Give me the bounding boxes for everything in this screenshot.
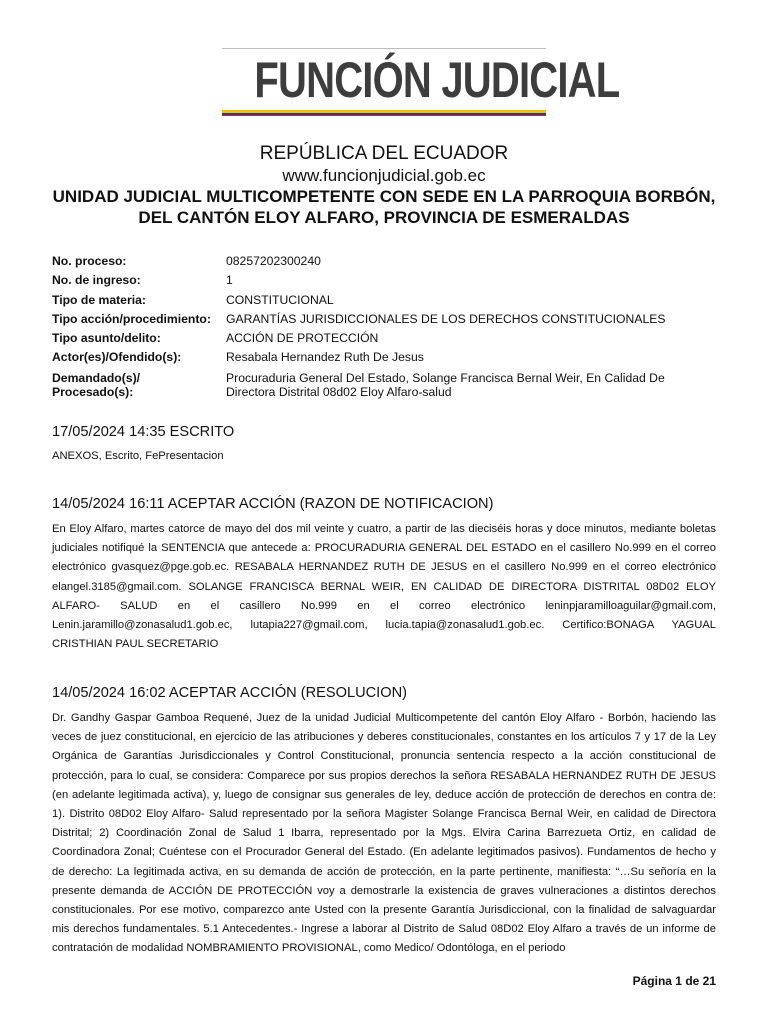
case-label: Tipo de materia: — [52, 292, 146, 307]
entry-body: En Eloy Alfaro, martes catorce de mayo del dos mil veinte y cuatro, a partir de las dieciséis horas y doce minutos, mediante boletas judiciales notifiqué la SENTENCIA que antecede a: PROCURADURIA GENERAL DEL ESTADO en el casillero No.999 en el correo electrónico gvasquez@pge.gob.ec. RESABALA HERNANDEZ RUTH DE JESUS en el casillero No.999 en el correo electrónico elangel.3185@gmail.com. SOLANGE FRANCISCA BERNAL WEIR, EN CALIDAD DE DIRECTORA DISTRITAL 08D02 ELOY ALFARO- SALUD en el casillero No.999 en el correo electrónico leninpjaramilloaguilar@gmail.com, Lenin.jaramillo@zonasalud1.gob.ec, lutapia227@gmail.com, lucia.tapia@zonasalud1.gob.ec. Certifico:BONAGA YAGUAL CRISTHIAN PAUL SECRETARIO — [52, 523, 716, 651]
case-label: No. proceso: — [52, 254, 127, 268]
case-value: 1 — [226, 273, 233, 288]
case-label-line: Procesado(s): — [52, 385, 134, 400]
unit-title-line2: DEL CANTÓN ELOY ALFARO, PROVINCIA DE ESMERALDAS — [138, 208, 630, 227]
case-value-line: Directora Distrital 08d02 Eloy Alfaro-salud — [226, 385, 452, 400]
case-row — [52, 291, 732, 310]
unit-title-line1: UNIDAD JUDICIAL MULTICOMPETENTE CON SEDE EN LA PARROQUIA BORBÓN, — [52, 187, 716, 206]
case-row — [52, 310, 732, 329]
website-link: www.funcionjudicial.gob.ec — [282, 166, 486, 185]
case-value: ACCIÓN DE PROTECCIÓN — [226, 331, 379, 346]
case-value: CONSTITUCIONAL — [226, 292, 334, 307]
entry-body: ANEXOS, Escrito, FePresentacion — [52, 450, 224, 462]
case-row — [52, 371, 732, 400]
case-value: Resabala Hernandez Ruth De Jesus — [226, 350, 424, 365]
entry-title: 14/05/2024 16:11 ACEPTAR ACCIÓN (RAZON DE NOTIFICACION) — [52, 496, 494, 512]
entry-title: 17/05/2024 14:35 ESCRITO — [52, 424, 235, 440]
case-details — [52, 252, 732, 400]
logo — [222, 48, 620, 116]
logo-text: FUNCIÓN JUDICIAL — [254, 52, 620, 108]
case-label: Tipo asunto/delito: — [52, 331, 161, 346]
case-value: 08257202300240 — [226, 254, 321, 268]
case-row — [52, 271, 732, 290]
flag-stripe — [222, 110, 546, 116]
case-label: Actor(es)/Ofendido(s): — [52, 350, 182, 365]
case-value-line: Procuraduria General Del Estado, Solange Francisca Bernal Weir, En Calidad De — [226, 370, 665, 385]
case-row — [52, 348, 732, 367]
entry-body: Dr. Gandhy Gaspar Gamboa Requené, Juez de la unidad Judicial Multicompetente del cantón Eloy Alfaro - Borbón, haciendo las veces de juez constitucional, en ejercicio de las atribuciones y deberes constitucionales, constantes en los artículos 7 y 17 de la Ley Orgánica de Garantías Jurisdiccionales y Control Constitucional, pronuncia sentencia respecto a la acción constitucional de protección, para lo cual, se considera: Comparece por sus propios derechos la señora RESABALA HERNANDEZ RUTH DE JESUS (en adelante legitimada activa), y, luego de consignar sus generales de ley, deduce acción de protección de derechos en contra de: 1). Distrito 08D02 Eloy Alfaro- Salud representado por la señora Magister Solange Francisca Bernal Weir, en calidad de Directora Distrital; 2) Coordinación Zonal de Salud 1 Ibarra, representado por la Mgs. Elvira Carina Barrezueta Ortiz, en calidad de Coordinadora Zonal; Cuéntese con el Procurador General del Estado. (En adelante legitimados pasivos). Fundamentos de hecho y de derecho: La legitimada activa, en su demanda de acción de protección, en la parte pertinente, manifiesta: “…Su señoría en la presente demanda de ACCIÓN DE PROTECCIÓN voy a demostrarle la existencia de graves vulneraciones a distintos derechos constitucionales. Por ese motivo, comparezco ante Usted con la presente Garantía Jurisdiccional, con la finalidad de salvaguardar mis derechos fundamentales. 5.1 Antecedentes.- Ingrese a laborar al Distrito de Salud 08D02 Eloy Alfaro a través de un informe de contratación de modalidad NOMBRAMIENTO PROVISIONAL, como Medico/ Odontóloga, en el periodo — [52, 712, 716, 955]
case-label-line: Demandado(s)/ — [52, 370, 141, 385]
case-row — [52, 252, 732, 271]
entry-title: 14/05/2024 16:02 ACEPTAR ACCIÓN (RESOLUCION) — [52, 685, 407, 701]
country-title: REPÚBLICA DEL ECUADOR — [259, 143, 509, 164]
logo-divider — [222, 48, 546, 49]
page-number: Página 1 de 21 — [632, 974, 716, 988]
case-label: No. de ingreso: — [52, 273, 141, 288]
document-header — [40, 143, 728, 228]
case-label: Tipo acción/procedimiento: — [52, 311, 211, 326]
case-row — [52, 329, 732, 348]
case-value: GARANTÍAS JURISDICCIONALES DE LOS DERECHOS CONSTITUCIONALES — [226, 311, 666, 326]
case-value — [226, 371, 732, 400]
case-label — [52, 371, 226, 400]
